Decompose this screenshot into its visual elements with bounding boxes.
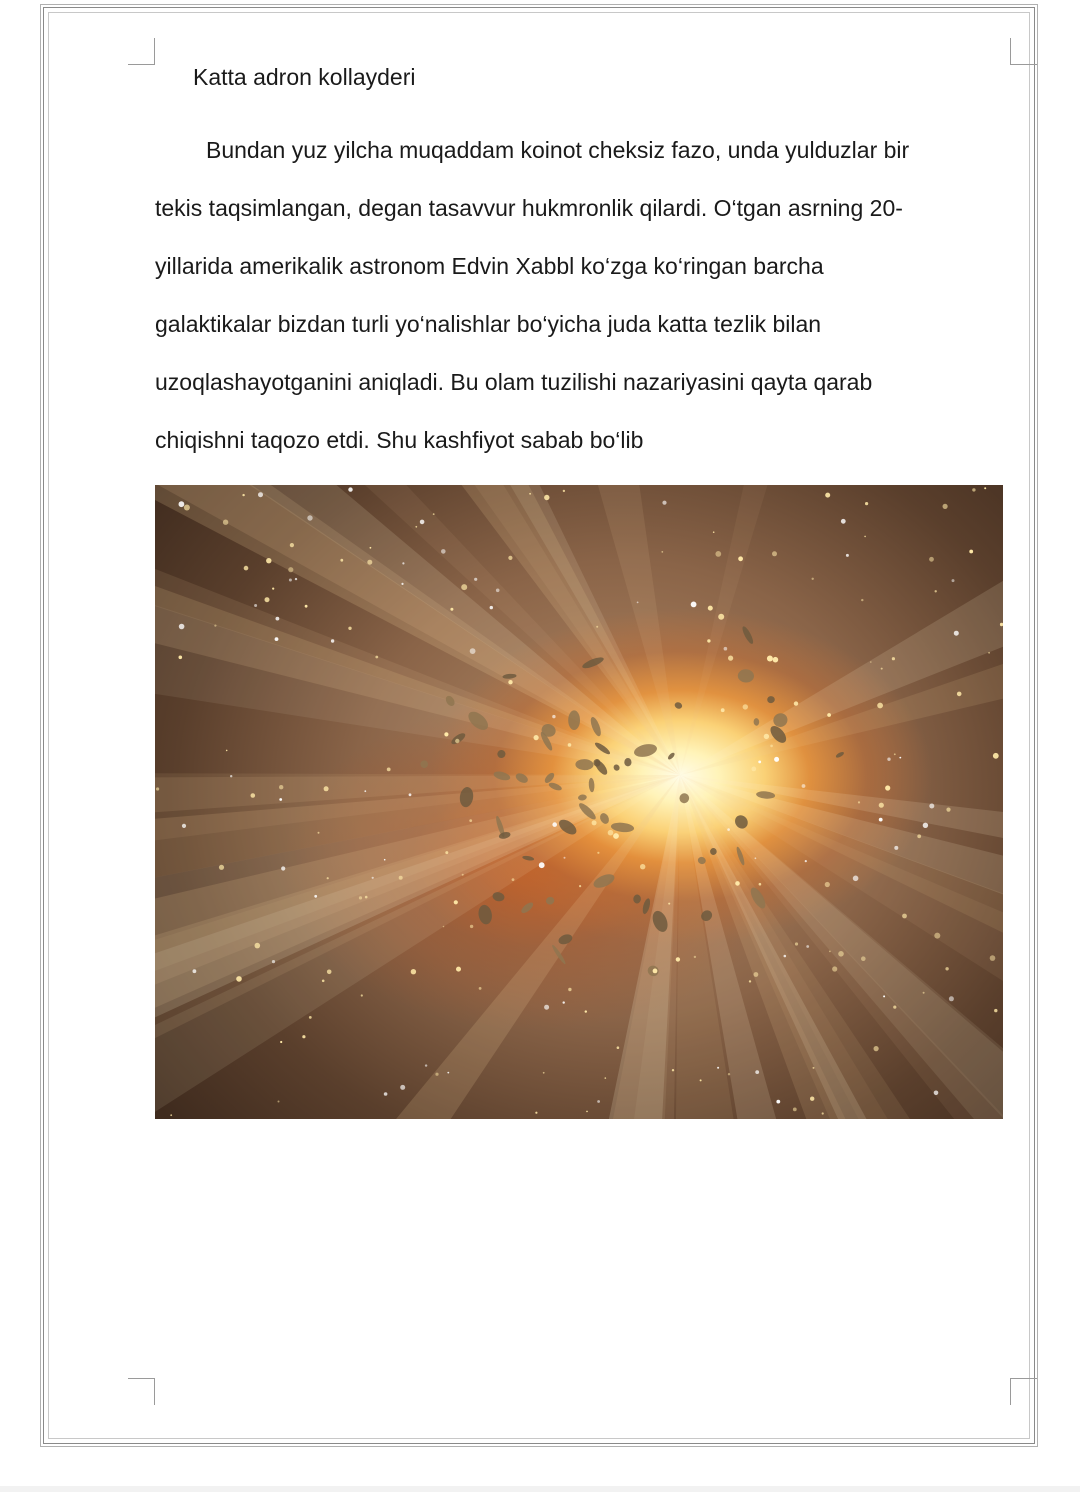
paragraph-line: galaktikalar bizdan turli yo‘nalishlar bo‘yicha juda katta tezlik bilan [155, 311, 822, 337]
star-spark [597, 852, 599, 854]
star-spark [272, 588, 274, 590]
document-title: Katta adron kollayderi [193, 64, 416, 90]
star-spark [759, 883, 762, 886]
star-spark [825, 882, 830, 887]
star-spark [865, 502, 868, 505]
star-spark [409, 793, 412, 796]
star-spark [929, 557, 934, 562]
star-spark [894, 846, 898, 850]
star-spark [917, 834, 921, 838]
debris-fragment [610, 822, 634, 834]
star-spark [990, 955, 996, 961]
star-spark [236, 976, 242, 982]
star-spark [738, 556, 743, 561]
body-paragraph [155, 121, 1000, 469]
star-spark [456, 967, 461, 972]
star-spark [813, 1067, 815, 1069]
debris-fragment [737, 669, 754, 683]
star-spark [708, 606, 713, 611]
star-spark [772, 551, 777, 556]
explosion-image [155, 485, 1003, 1119]
star-spark [348, 487, 352, 491]
star-spark [724, 647, 728, 651]
star-spark [265, 597, 270, 602]
star-spark [425, 1064, 427, 1066]
star-spark [923, 992, 925, 994]
star-spark [543, 1072, 545, 1074]
star-spark [399, 876, 403, 880]
star-spark [954, 631, 959, 636]
star-spark [433, 513, 435, 515]
star-spark [535, 1112, 537, 1114]
star-spark [496, 589, 500, 593]
star-spark [420, 520, 425, 525]
star-spark [290, 543, 294, 547]
star-spark [508, 556, 512, 560]
star-spark [827, 713, 831, 717]
star-spark [770, 745, 773, 748]
star-spark [568, 743, 572, 747]
star-spark [170, 1114, 172, 1116]
star-spark [372, 877, 374, 879]
star-spark [474, 578, 477, 581]
star-spark [579, 885, 581, 887]
star-spark [597, 1100, 600, 1103]
debris-fragment [624, 758, 631, 766]
star-spark [384, 859, 386, 861]
star-spark [617, 1046, 620, 1049]
star-spark [179, 656, 183, 660]
star-spark [184, 505, 190, 511]
star-spark [272, 960, 275, 963]
star-spark [802, 784, 806, 788]
star-spark [470, 925, 473, 928]
star-spark [365, 896, 368, 899]
star-spark [387, 768, 391, 772]
star-spark [715, 551, 721, 557]
star-spark [934, 1091, 939, 1096]
star-spark [754, 972, 759, 977]
star-spark [794, 701, 798, 705]
star-spark [462, 874, 464, 876]
star-spark [662, 798, 664, 800]
margin-corner-top-right [1010, 38, 1037, 65]
star-spark [861, 956, 866, 961]
star-spark [885, 785, 890, 790]
explosion-illustration [155, 485, 1003, 1119]
star-spark [893, 1006, 896, 1009]
star-spark [244, 566, 249, 571]
star-spark [251, 793, 256, 798]
star-spark [364, 790, 366, 792]
star-spark [784, 955, 787, 958]
star-spark [929, 804, 934, 809]
debris-fragment [674, 701, 683, 710]
margin-corner-bottom-left [128, 1378, 155, 1405]
star-spark [324, 786, 329, 791]
star-spark [988, 652, 990, 654]
star-spark [279, 785, 283, 789]
star-spark [415, 526, 417, 528]
star-spark [810, 1097, 814, 1101]
star-spark [156, 787, 159, 790]
star-spark [899, 757, 901, 759]
star-spark [841, 519, 846, 524]
star-spark [776, 1100, 780, 1104]
star-spark [281, 866, 285, 870]
star-spark [401, 583, 403, 585]
star-spark [969, 550, 973, 554]
star-spark [512, 878, 515, 881]
star-spark [853, 876, 859, 882]
star-spark [361, 994, 363, 996]
star-spark [883, 995, 885, 997]
star-spark [946, 808, 950, 812]
star-spark [568, 988, 571, 991]
star-spark [640, 864, 645, 869]
star-spark [694, 956, 696, 958]
star-spark [755, 857, 757, 859]
debris-fragment [496, 748, 507, 759]
star-spark [490, 606, 493, 609]
star-spark [331, 639, 334, 642]
star-spark [435, 1073, 438, 1076]
star-spark [454, 900, 458, 904]
star-spark [858, 801, 860, 803]
star-spark [957, 692, 962, 697]
star-spark [749, 980, 751, 982]
star-spark [661, 551, 663, 553]
star-spark [605, 1077, 607, 1079]
debris-fragment [420, 760, 429, 769]
star-spark [266, 558, 271, 563]
star-spark [743, 704, 748, 709]
star-spark [400, 1085, 405, 1090]
star-spark [469, 819, 472, 822]
star-spark [707, 639, 710, 642]
debris-fragment [767, 696, 775, 704]
star-spark [608, 830, 614, 836]
star-spark [279, 798, 282, 801]
star-spark [653, 969, 658, 974]
star-spark [846, 554, 849, 557]
star-spark [544, 1005, 549, 1010]
star-spark [767, 656, 773, 662]
debris-fragment [641, 898, 651, 915]
star-spark [829, 951, 831, 953]
star-spark [861, 599, 863, 601]
star-spark [450, 608, 453, 611]
star-spark [758, 761, 761, 764]
star-spark [676, 957, 680, 961]
star-spark [443, 926, 445, 928]
star-spark [444, 732, 448, 736]
star-spark [441, 549, 446, 554]
paragraph-line: tekis taqsimlangan, degan tasavvur hukmronlik qilardi. O‘tgan asrning 20- [155, 195, 903, 221]
star-spark [289, 579, 292, 582]
star-spark [461, 584, 467, 590]
star-spark [359, 896, 362, 899]
debris-fragment [477, 904, 493, 926]
star-spark [182, 824, 186, 828]
star-spark [529, 493, 531, 495]
star-spark [721, 708, 725, 712]
debris-fragment [520, 901, 535, 915]
star-spark [242, 494, 244, 496]
debris-fragment [753, 718, 759, 726]
star-spark [295, 578, 297, 580]
star-spark [402, 562, 404, 564]
star-spark [881, 668, 883, 670]
star-spark [563, 1001, 565, 1003]
star-spark [894, 753, 896, 755]
star-spark [318, 832, 320, 834]
star-spark [348, 627, 351, 630]
star-spark [613, 833, 619, 839]
paragraph-line: Bundan yuz yilcha muqaddam koinot cheksiz fazo, unda yulduzlar bir [206, 137, 910, 163]
star-spark [713, 531, 715, 533]
star-spark [774, 757, 779, 762]
star-spark [662, 501, 666, 505]
star-spark [552, 715, 555, 718]
star-spark [309, 1016, 312, 1019]
star-spark [972, 488, 975, 491]
star-spark [193, 969, 197, 973]
star-spark [370, 547, 372, 549]
star-spark [307, 515, 312, 520]
star-spark [874, 1046, 879, 1051]
star-spark [935, 590, 937, 592]
star-spark [672, 1069, 674, 1071]
star-spark [934, 933, 940, 939]
star-spark [764, 734, 769, 739]
star-spark [592, 820, 597, 825]
star-spark [700, 1079, 702, 1081]
star-spark [728, 656, 733, 661]
star-spark [305, 605, 308, 608]
star-spark [302, 1035, 305, 1038]
star-spark [470, 648, 476, 654]
star-spark [806, 945, 809, 948]
debris-fragment [741, 625, 755, 645]
star-spark [637, 602, 639, 604]
star-spark [544, 495, 549, 500]
star-spark [812, 578, 814, 580]
star-spark [322, 980, 325, 983]
star-spark [214, 625, 216, 627]
star-spark [887, 758, 890, 761]
star-spark [534, 735, 539, 740]
star-spark [411, 969, 416, 974]
star-spark [822, 1112, 824, 1114]
star-spark [949, 996, 954, 1001]
star-spark [691, 602, 697, 608]
star-spark [280, 1041, 282, 1043]
star-spark [327, 970, 332, 975]
star-spark [254, 604, 257, 607]
star-spark [219, 865, 224, 870]
star-spark [825, 493, 830, 498]
star-spark [255, 943, 261, 949]
star-spark [793, 1108, 797, 1112]
star-spark [226, 750, 228, 752]
star-spark [447, 1072, 449, 1074]
star-spark [755, 1070, 759, 1074]
paragraph-line: yillarida amerikalik astronom Edvin Xabbl ko‘zga ko‘ringan barcha [155, 253, 824, 279]
star-spark [984, 487, 986, 489]
star-spark [717, 1067, 719, 1069]
star-spark [585, 1010, 587, 1012]
star-spark [564, 857, 566, 859]
star-spark [864, 536, 866, 538]
star-spark [993, 753, 999, 759]
star-spark [718, 614, 724, 620]
star-spark [179, 624, 185, 630]
debris-fragment [568, 710, 580, 730]
star-spark [278, 1101, 280, 1103]
star-spark [879, 803, 884, 808]
star-spark [586, 1111, 588, 1113]
star-spark [327, 877, 329, 879]
star-spark [479, 987, 482, 990]
star-spark [795, 942, 798, 945]
star-spark [994, 1009, 997, 1012]
star-spark [596, 626, 598, 628]
star-spark [539, 862, 545, 868]
debris-fragment [545, 896, 556, 906]
star-spark [838, 951, 844, 957]
star-spark [879, 818, 883, 822]
star-spark [563, 490, 565, 492]
star-spark [384, 1092, 388, 1096]
debris-fragment [835, 751, 845, 759]
star-spark [314, 895, 317, 898]
star-spark [728, 1073, 730, 1075]
bottom-strip [0, 1486, 1080, 1492]
star-spark [179, 501, 185, 507]
paragraph-line: chiqishni taqozo etdi. Shu kashfiyot sabab bo‘lib [155, 427, 644, 453]
star-spark [923, 823, 928, 828]
star-spark [870, 661, 872, 663]
star-spark [832, 966, 837, 971]
paragraph-line: uzoqlashayotganini aniqladi. Bu olam tuzilishi nazariyasini qayta qarab [155, 369, 873, 395]
star-spark [945, 967, 948, 970]
star-spark [445, 851, 448, 854]
star-spark [455, 739, 459, 743]
star-spark [943, 504, 948, 509]
star-spark [276, 617, 280, 621]
star-spark [552, 822, 557, 827]
star-spark [508, 680, 512, 684]
star-spark [288, 567, 293, 572]
star-spark [340, 559, 343, 562]
margin-corner-bottom-right [1010, 1378, 1037, 1405]
star-spark [735, 881, 740, 886]
debris-fragment [633, 894, 641, 904]
star-spark [952, 579, 955, 582]
star-spark [367, 560, 372, 565]
star-spark [877, 703, 883, 709]
star-spark [375, 656, 378, 659]
star-spark [230, 775, 232, 777]
star-spark [902, 914, 907, 919]
star-spark [258, 492, 263, 497]
star-spark [275, 637, 279, 641]
margin-corner-top-left [128, 38, 155, 65]
star-spark [773, 657, 779, 663]
star-spark [668, 903, 670, 905]
star-spark [223, 520, 228, 525]
star-spark [727, 828, 730, 831]
star-spark [892, 657, 895, 660]
star-spark [751, 767, 756, 772]
star-spark [805, 860, 807, 862]
